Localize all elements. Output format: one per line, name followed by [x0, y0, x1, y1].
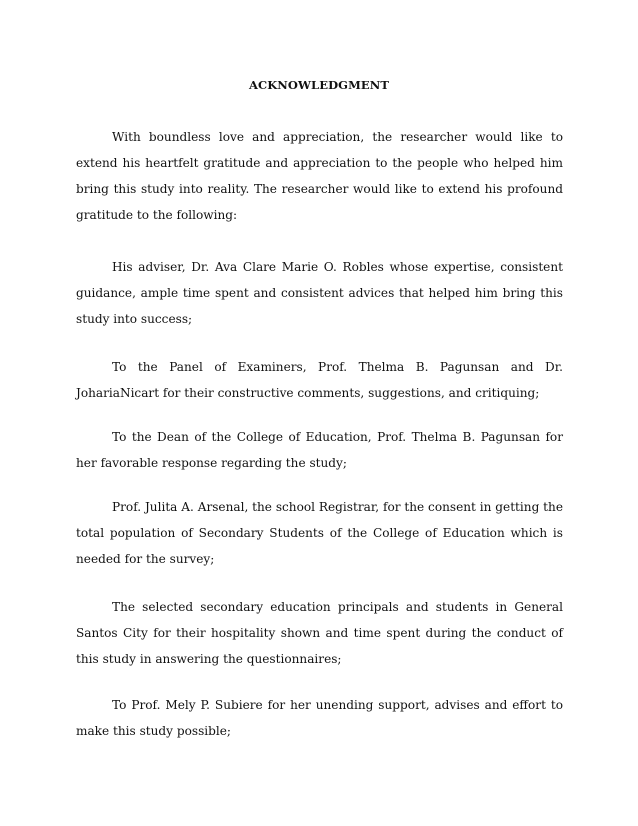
paragraph-principals: The selected secondary education principals and students in General Santos City for their hospitality shown and time spent during the conduct of this study in answering the questionnaires;: [76, 600, 563, 666]
paragraph-panel: To the Panel of Examiners, Prof. Thelma B. Pagunsan and Dr. JohariaNicart for their constructive comments, suggestions, and critiquing;: [76, 360, 563, 400]
paragraph-subiere: To Prof. Mely P. Subiere for her unending support, advises and effort to make this study possible;: [76, 698, 563, 738]
paragraph-adviser: His adviser, Dr. Ava Clare Marie O. Robles whose expertise, consistent guidance, ample time spent and consistent advices that helped him bring this study into success;: [76, 260, 563, 326]
paragraph-intro: With boundless love and appreciation, the researcher would like to extend his heartfelt gratitude and appreciation to the people who helped him bring this study into reality. The researcher would like to extend his profound gratitude to the following:: [76, 130, 563, 222]
paragraph-dean: To the Dean of the College of Education, Prof. Thelma B. Pagunsan for her favorable response regarding the study;: [76, 430, 563, 470]
paragraph-registrar: Prof. Julita A. Arsenal, the school Registrar, for the consent in getting the total population of Secondary Students of the College of Education which is needed for the survey;: [76, 500, 563, 566]
page-title: ACKNOWLEDGMENT: [248, 78, 390, 92]
